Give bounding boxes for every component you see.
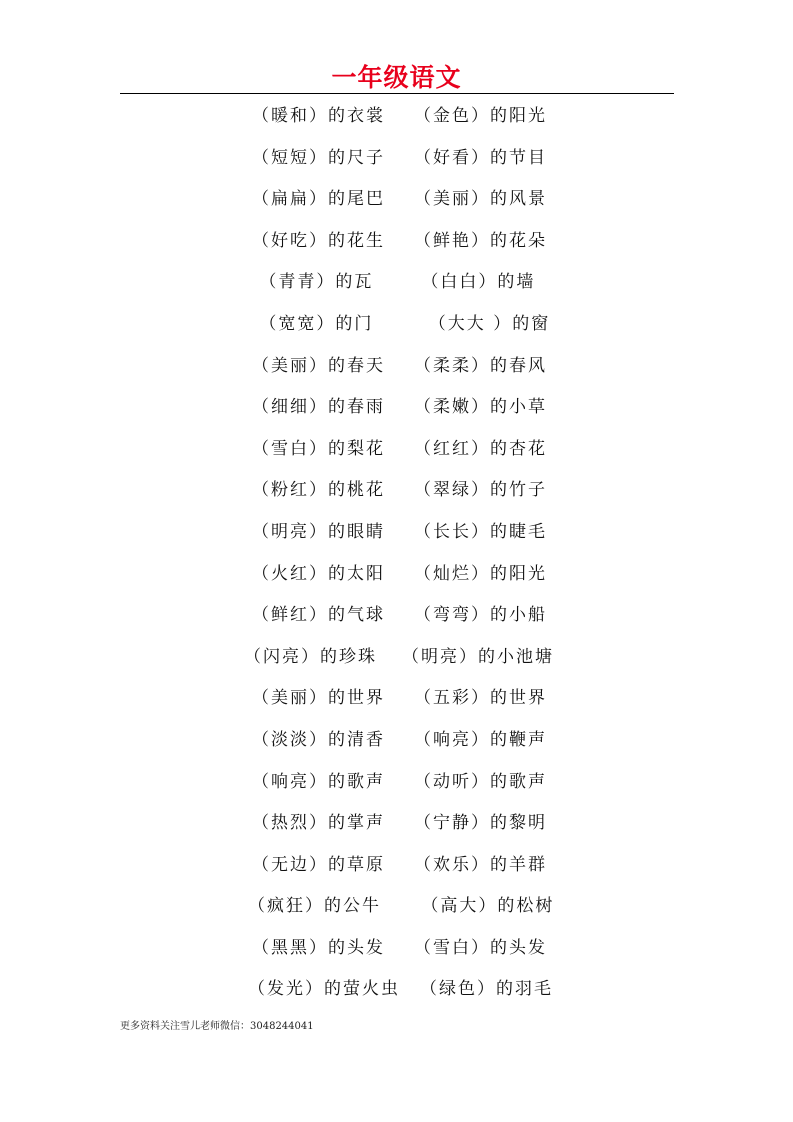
phrase-right: （红红）的杏花 <box>414 438 547 459</box>
phrase-row <box>0 269 793 311</box>
phrase-row <box>0 353 793 395</box>
phrase-right: （柔嫩）的小草 <box>414 397 547 418</box>
phrase-row <box>0 685 793 727</box>
phrase-left: （好吃）的花生 <box>252 230 385 251</box>
phrase-list <box>0 103 793 1018</box>
phrase-right: （响亮）的鞭声 <box>414 729 547 750</box>
phrase-left: （淡淡）的清香 <box>252 729 385 750</box>
phrase-row <box>0 394 793 436</box>
phrase-row <box>0 519 793 561</box>
phrase-row <box>0 810 793 852</box>
phrase-row <box>0 103 793 145</box>
phrase-row <box>0 727 793 769</box>
phrase-left: （鲜红）的气球 <box>252 605 385 626</box>
phrase-left: （明亮）的眼睛 <box>252 521 385 542</box>
phrase-left: （细细）的春雨 <box>252 397 385 418</box>
phrase-row <box>0 311 793 353</box>
phrase-left: （雪白）的梨花 <box>252 438 385 459</box>
phrase-row <box>0 644 793 686</box>
phrase-left: （青青）的瓦 <box>252 272 374 293</box>
phrase-left: （响亮）的歌声 <box>252 771 385 792</box>
phrase-right: （鲜艳）的花朵 <box>414 230 547 251</box>
phrase-row <box>0 976 793 1018</box>
phrase-left: （短短）的尺子 <box>252 147 385 168</box>
phrase-row <box>0 893 793 935</box>
phrase-row <box>0 769 793 811</box>
phrase-left: （无边）的草原 <box>252 854 385 875</box>
phrase-left: （美丽）的世界 <box>252 688 385 709</box>
phrase-row <box>0 186 793 228</box>
phrase-right: （高大）的松树 <box>414 896 555 917</box>
phrase-left: （黑黑）的头发 <box>252 937 385 958</box>
phrase-right: （白白）的墙 <box>414 272 536 293</box>
phrase-row <box>0 852 793 894</box>
phrase-left: （疯狂）的公牛 <box>248 896 381 917</box>
phrase-right: （明亮）的小池塘 <box>402 646 554 667</box>
phrase-right: （弯弯）的小船 <box>414 605 547 626</box>
phrase-right: （好看）的节目 <box>414 147 547 168</box>
phrase-right: （五彩）的世界 <box>414 688 547 709</box>
phrase-left: （火红）的太阳 <box>252 563 385 584</box>
phrase-row <box>0 436 793 478</box>
phrase-left: （粉红）的桃花 <box>252 480 385 501</box>
phrase-right: （雪白）的头发 <box>414 937 547 958</box>
page-title: 一年级语文 <box>331 63 462 92</box>
footer-note: 更多资料关注雪儿老师微信：3048244041 <box>120 1021 314 1032</box>
title-divider <box>120 93 674 94</box>
phrase-right: （长长）的睫毛 <box>414 521 547 542</box>
phrase-right: （柔柔）的春风 <box>414 355 547 376</box>
phrase-left: （发光）的萤火虫 <box>248 979 400 1000</box>
phrase-left: （美丽）的春天 <box>252 355 385 376</box>
phrase-row <box>0 935 793 977</box>
phrase-right: （绿色）的羽毛 <box>420 979 553 1000</box>
phrase-row <box>0 602 793 644</box>
phrase-right: （动听）的歌声 <box>414 771 547 792</box>
phrase-left: （宽宽）的门 <box>252 313 374 334</box>
phrase-right: （灿烂）的阳光 <box>414 563 547 584</box>
phrase-right: （翠绿）的竹子 <box>414 480 547 501</box>
phrase-row <box>0 477 793 519</box>
phrase-row <box>0 228 793 270</box>
phrase-row <box>0 561 793 603</box>
phrase-left: （暖和）的衣裳 <box>252 106 385 126</box>
phrase-left: （闪亮）的珍珠 <box>244 646 377 667</box>
phrase-right: （欢乐）的羊群 <box>414 854 547 875</box>
phrase-right: （宁静）的黎明 <box>414 813 547 834</box>
phrase-left: （热烈）的掌声 <box>252 813 385 834</box>
phrase-right: （金色）的阳光 <box>414 106 547 126</box>
phrase-right: （大大 ）的窗 <box>414 313 551 334</box>
phrase-right: （美丽）的风景 <box>414 189 547 210</box>
phrase-left: （扁扁）的尾巴 <box>252 189 385 210</box>
phrase-row <box>0 145 793 187</box>
